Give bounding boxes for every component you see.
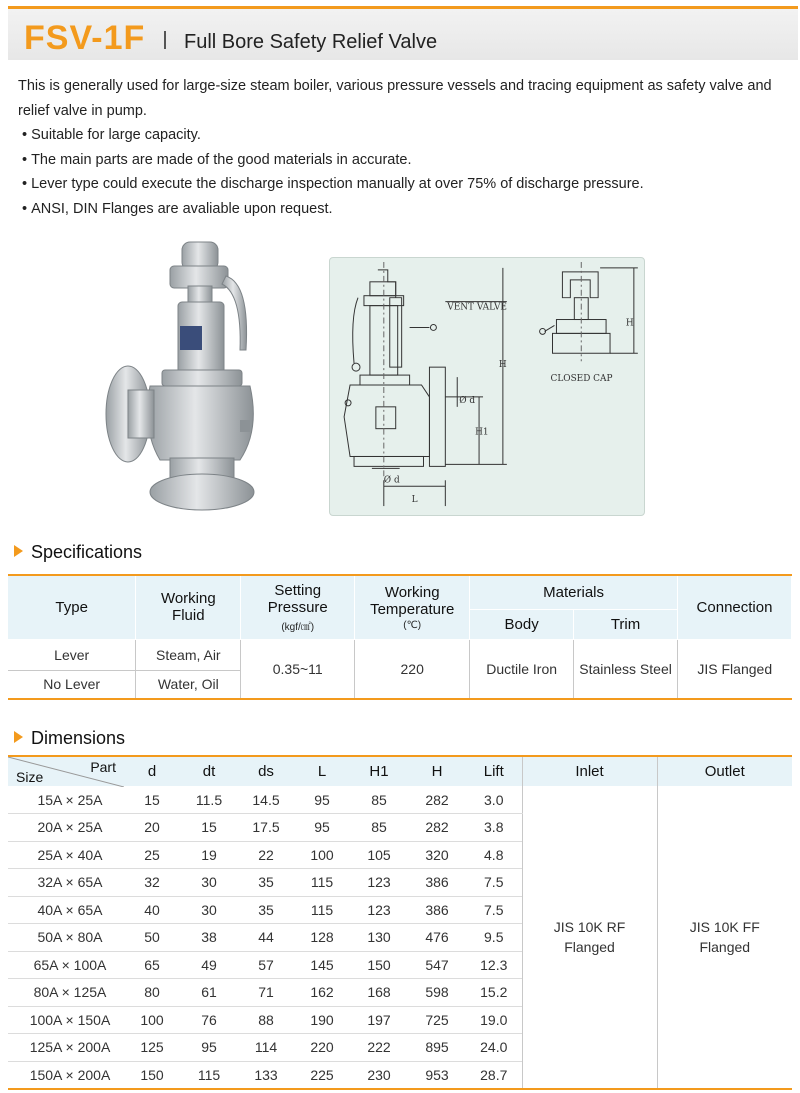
table-row — [8, 786, 792, 814]
outlet-line1: JIS 10K FF — [689, 918, 760, 935]
value-cell: 28.7 — [466, 1061, 522, 1089]
feature-list — [18, 123, 798, 221]
size-label: Size — [16, 769, 44, 785]
setting-pressure-header: Setting Pressure — [267, 581, 328, 616]
size-cell: 125A × 200A — [8, 1034, 124, 1062]
col-body: Body — [470, 609, 574, 639]
value-cell: 22 — [238, 841, 294, 869]
col-type: Type — [8, 575, 136, 639]
value-cell: 57 — [238, 951, 294, 979]
value-cell: 123 — [350, 896, 408, 924]
value-cell: 197 — [350, 1006, 408, 1034]
dim-od1-label: Ø d — [459, 395, 476, 406]
col-lift: Lift — [466, 756, 522, 786]
vent-valve-label: VENT VALVE — [447, 302, 507, 313]
value-cell: 190 — [294, 1006, 350, 1034]
inlet-line2: Flanged — [564, 938, 615, 955]
value-cell: 19.0 — [466, 1006, 522, 1034]
value-cell: 35 — [238, 896, 294, 924]
value-cell: 105 — [350, 841, 408, 869]
dim-l-label: L — [411, 495, 418, 506]
feature-item: • The main parts are made of the good materials in accurate. — [18, 148, 798, 173]
value-cell: 547 — [408, 951, 466, 979]
size-cell: 80A × 125A — [8, 979, 124, 1007]
value-cell: 115 — [180, 1061, 238, 1089]
value-cell: 88 — [238, 1006, 294, 1034]
col-working-temperature — [355, 575, 470, 639]
size-part-corner — [8, 756, 124, 786]
spec-pressure-cell: 0.35~11 — [241, 639, 355, 699]
value-cell: 220 — [294, 1034, 350, 1062]
value-cell: 76 — [180, 1006, 238, 1034]
size-cell: 100A × 150A — [8, 1006, 124, 1034]
col-dt: dt — [180, 756, 238, 786]
dimensions-title — [14, 728, 125, 749]
value-cell: 953 — [408, 1061, 466, 1089]
size-cell: 50A × 80A — [8, 924, 124, 952]
size-cell: 32A × 65A — [8, 869, 124, 897]
part-label: Part — [90, 759, 116, 775]
section-arrow-icon — [14, 731, 23, 743]
value-cell: 30 — [180, 896, 238, 924]
size-cell: 150A × 200A — [8, 1061, 124, 1089]
value-cell: 476 — [408, 924, 466, 952]
value-cell: 100 — [124, 1006, 180, 1034]
value-cell: 14.5 — [238, 786, 294, 814]
col-l: L — [294, 756, 350, 786]
value-cell: 123 — [350, 869, 408, 897]
value-cell: 225 — [294, 1061, 350, 1089]
value-cell: 15.2 — [466, 979, 522, 1007]
value-cell: 44 — [238, 924, 294, 952]
value-cell: 95 — [180, 1034, 238, 1062]
value-cell: 15 — [180, 814, 238, 842]
value-cell: 61 — [180, 979, 238, 1007]
technical-drawing — [329, 257, 645, 516]
value-cell: 150 — [124, 1061, 180, 1089]
value-cell: 38 — [180, 924, 238, 952]
value-cell: 49 — [180, 951, 238, 979]
value-cell: 115 — [294, 869, 350, 897]
value-cell: 130 — [350, 924, 408, 952]
feature-item: • ANSI, DIN Flanges are avaliable upon request. — [18, 197, 798, 222]
value-cell: 598 — [408, 979, 466, 1007]
col-outlet: Outlet — [657, 756, 792, 786]
value-cell: 4.8 — [466, 841, 522, 869]
value-cell: 7.5 — [466, 896, 522, 924]
value-cell: 320 — [408, 841, 466, 869]
inlet-cell — [522, 786, 657, 1089]
working-temperature-header: Working Temperature — [370, 583, 455, 618]
value-cell: 168 — [350, 979, 408, 1007]
value-cell: 282 — [408, 786, 466, 814]
spec-temperature-cell: 220 — [355, 639, 470, 699]
value-cell: 386 — [408, 869, 466, 897]
value-cell: 32 — [124, 869, 180, 897]
dimensions-heading: Dimensions — [31, 728, 126, 748]
specifications-table — [8, 574, 792, 700]
inlet-line1: JIS 10K RF — [553, 918, 626, 935]
closed-cap-label: CLOSED CAP — [550, 374, 613, 385]
working-fluid-header: Working Fluid — [160, 590, 216, 625]
spec-connection-cell: JIS Flanged — [678, 639, 792, 699]
col-h1: H1 — [350, 756, 408, 786]
size-cell: 25A × 40A — [8, 841, 124, 869]
size-cell: 20A × 25A — [8, 814, 124, 842]
specifications-heading: Specifications — [31, 542, 143, 562]
title-divider — [164, 31, 166, 49]
value-cell: 24.0 — [466, 1034, 522, 1062]
value-cell: 80 — [124, 979, 180, 1007]
value-cell: 100 — [294, 841, 350, 869]
model-title: FSV-1F — [24, 19, 146, 57]
intro-text — [18, 74, 798, 221]
value-cell: 9.5 — [466, 924, 522, 952]
value-cell: 145 — [294, 951, 350, 979]
col-d: d — [124, 756, 180, 786]
col-connection: Connection — [678, 575, 792, 639]
value-cell: 3.8 — [466, 814, 522, 842]
col-setting-pressure — [241, 575, 355, 639]
dim-od2-label: Ø d — [383, 475, 400, 486]
value-cell: 11.5 — [180, 786, 238, 814]
col-trim: Trim — [574, 609, 678, 639]
value-cell: 162 — [294, 979, 350, 1007]
value-cell: 125 — [124, 1034, 180, 1062]
value-cell: 25 — [124, 841, 180, 869]
value-cell: 19 — [180, 841, 238, 869]
value-cell: 282 — [408, 814, 466, 842]
feature-item: • Suitable for large capacity. — [18, 123, 798, 148]
spec-trim-cell: Stainless Steel — [574, 639, 678, 699]
header-bar — [8, 6, 798, 60]
spec-fluid-cell: Steam, Air — [136, 639, 241, 670]
col-materials: Materials — [470, 575, 678, 609]
specifications-title — [14, 542, 142, 563]
value-cell: 7.5 — [466, 869, 522, 897]
valve-photo — [100, 240, 280, 512]
outlet-cell — [657, 786, 792, 1089]
value-cell: 386 — [408, 896, 466, 924]
working-temperature-unit: (℃) — [403, 619, 422, 631]
value-cell: 12.3 — [466, 951, 522, 979]
spec-type-cell: No Lever — [8, 670, 136, 699]
value-cell: 95 — [294, 786, 350, 814]
dim-h1-label: H1 — [475, 427, 489, 438]
value-cell: 725 — [408, 1006, 466, 1034]
dimensions-table — [8, 755, 792, 1090]
value-cell: 128 — [294, 924, 350, 952]
feature-item: • Lever type could execute the discharge inspection manually at over 75% of discharge pressure. — [18, 172, 798, 197]
setting-pressure-unit: (kgf/㎠) — [281, 621, 315, 633]
value-cell: 35 — [238, 869, 294, 897]
col-working-fluid — [136, 575, 241, 639]
spec-body-cell: Ductile Iron — [470, 639, 574, 699]
value-cell: 133 — [238, 1061, 294, 1089]
intro-paragraph: This is generally used for large-size steam boiler, various pressure vessels and tracing equipment as safety valve and relief valve in pump. — [18, 78, 772, 119]
dim-cap-h-label: H — [625, 318, 634, 329]
value-cell: 114 — [238, 1034, 294, 1062]
value-cell: 222 — [350, 1034, 408, 1062]
dim-h-label: H — [498, 360, 507, 371]
value-cell: 3.0 — [466, 786, 522, 814]
value-cell: 15 — [124, 786, 180, 814]
outlet-line2: Flanged — [699, 938, 751, 955]
value-cell: 85 — [350, 786, 408, 814]
size-cell: 40A × 65A — [8, 896, 124, 924]
value-cell: 115 — [294, 896, 350, 924]
value-cell: 17.5 — [238, 814, 294, 842]
value-cell: 40 — [124, 896, 180, 924]
value-cell: 85 — [350, 814, 408, 842]
value-cell: 150 — [350, 951, 408, 979]
size-cell: 65A × 100A — [8, 951, 124, 979]
value-cell: 71 — [238, 979, 294, 1007]
value-cell: 20 — [124, 814, 180, 842]
spec-fluid-cell: Water, Oil — [136, 670, 241, 699]
col-h: H — [408, 756, 466, 786]
size-cell: 15A × 25A — [8, 786, 124, 814]
spec-type-cell: Lever — [8, 639, 136, 670]
page-subtitle: Full Bore Safety Relief Valve — [184, 31, 438, 53]
value-cell: 50 — [124, 924, 180, 952]
value-cell: 95 — [294, 814, 350, 842]
col-inlet: Inlet — [522, 756, 657, 786]
value-cell: 230 — [350, 1061, 408, 1089]
col-ds: ds — [238, 756, 294, 786]
value-cell: 30 — [180, 869, 238, 897]
value-cell: 895 — [408, 1034, 466, 1062]
section-arrow-icon — [14, 545, 23, 557]
value-cell: 65 — [124, 951, 180, 979]
